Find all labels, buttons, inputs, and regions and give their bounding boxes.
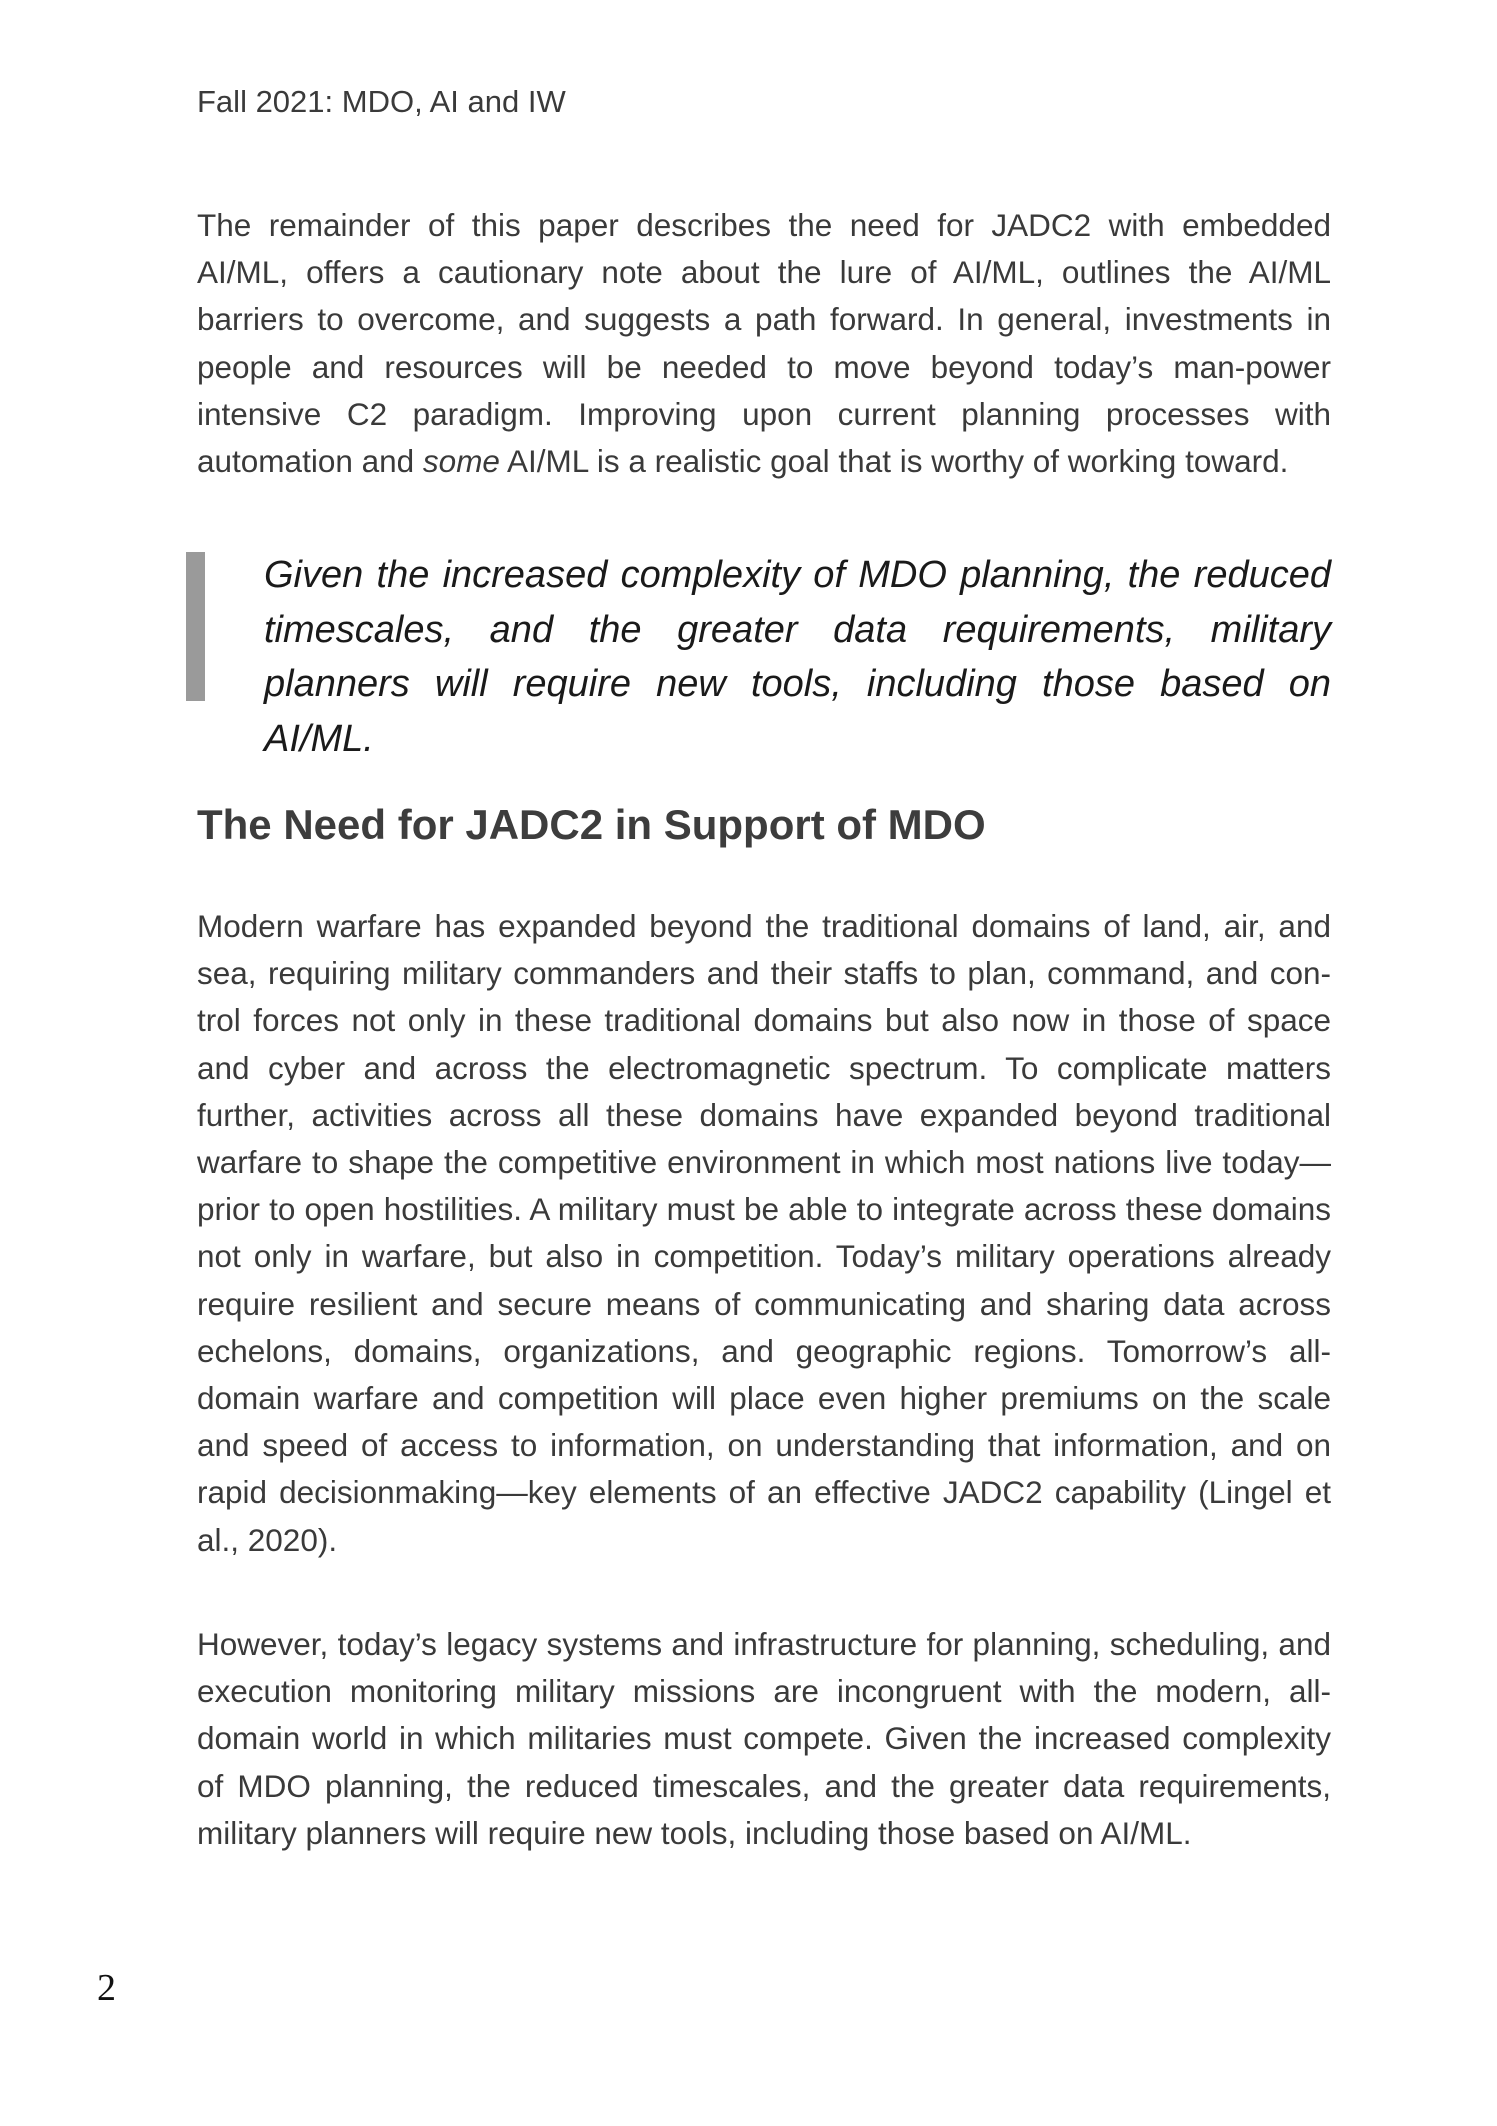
running-head: Fall 2021: MDO, AI and IW — [197, 84, 566, 119]
pull-quote-bar — [186, 552, 205, 701]
intro-paragraph — [197, 202, 1331, 485]
intro-text-start: The remainder of this paper describes the need for JADC2 with embedded AI/ML, offers a cautionary note about the lure of AI/ML, outlines the AI/ML barriers to overcome, and suggests a path forward. In general, investments in people and resources will be needed to move beyond today’s man-power intensive C2 paradigm. Improving upon current planning processes with automation and — [197, 207, 1331, 480]
page-number: 2 — [97, 1967, 116, 2009]
pull-quote — [186, 548, 1331, 760]
pull-quote-text: Given the increased complexity of MDO planning, the reduced timescales, and the greater data requirements, military planners will require new tools, including those based on AI/ML. — [264, 554, 1331, 760]
body-paragraph: However, today’s legacy systems and infrastructure for planning, scheduling, and execution monitoring military missions are incongruent with the modern, all-domain world in which militaries must compete. Given the increased complexity of MDO planning, the reduced timescales, and the greater data requirements, military planners will require new tools, including those based on AI/ML. — [197, 1626, 1331, 1851]
section-heading: The Need for JADC2 in Support of MDO — [197, 801, 986, 848]
body-paragraph: Modern warfare has expanded beyond the traditional domains of land, air, and sea, requiring military commanders and their staffs to plan, command, and control forces not only in these traditional domains but also now in those of space and cyber and across the electromagnetic spectrum. To complicate matters further, activities across all these domains have expanded beyond traditional warfare to shape the competitive environment in which most nations live today—prior to open hostilities. A military must be able to integrate across these domains not only in warfare, but also in competition. Today’s military operations already require resilient and secure means of communicating and sharing data across echelons, domains, organizations, and geographic regions. Tomorrow’s all-domain warfare and competition will place even higher premiums on the scale and speed of access to information, on understanding that information, and on rapid decisionmaking—key elements of an effective JADC2 capability (Lingel et al., 2020). — [197, 908, 1331, 1558]
intro-emphasis: some — [422, 443, 500, 480]
intro-text-end: AI/ML is a realistic goal that is worthy of working toward. — [499, 443, 1289, 480]
